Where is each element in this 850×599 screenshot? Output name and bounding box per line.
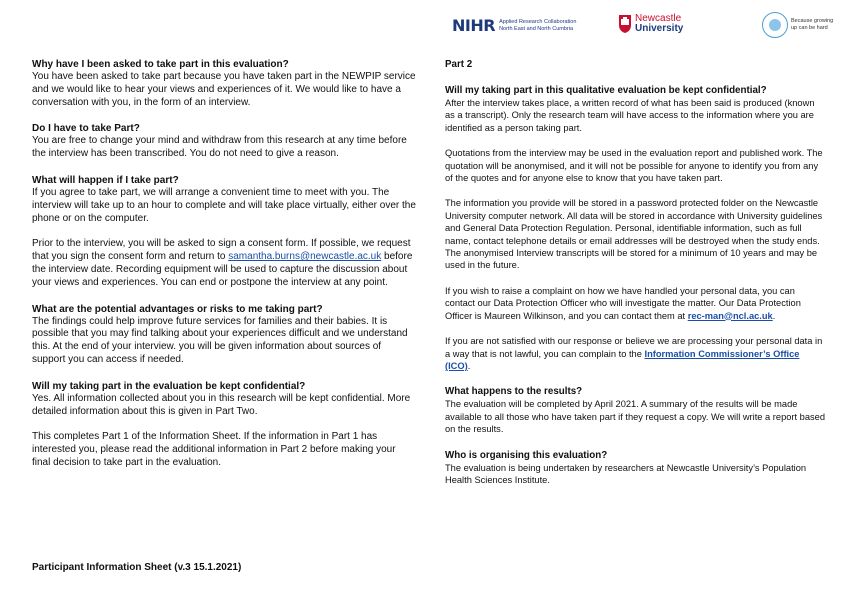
newcastle-university-logo: Newcastle University [618, 14, 683, 34]
section-text: Quotations from the interview may be used in the evaluation report and published work. The quotation will be anonymised, and it will not be possible for anyone to identify you from any of the quotes and for anyone else to know that you have taken part. [445, 148, 823, 184]
crest-icon [618, 14, 632, 34]
right-column [445, 58, 825, 486]
section-text: You have been asked to take part because you have taken part in the NEWPIP service and we would like to hear your views and experiences of it. We would like to have a conversation with you, in the form of an interview. [32, 71, 416, 108]
section-heading: Do I have to take Part? [32, 123, 140, 135]
part-label: Part 2 [445, 59, 473, 70]
section-heading: Who is organising this evaluation? [445, 449, 608, 461]
section-text: Prior to the interview, you will be asked to sign a consent form. If possible, we request that you sign the consent form and return to samantha.burns@newcastle.ac.uk before the interview date. Recording equipment will be used to capture the discussion about your views and experiences. You can end or postpone the interview at any point. [32, 238, 413, 288]
section-text: If you agree to take part, we will arrange a convenient time to meet with you. The interview will take up to an hour to complete and will take place virtually, either over the phone or on the computer. [32, 186, 416, 224]
section-text: The information you provide will be stored in a password protected folder on the Newcastle University computer network. All data will be stored in accordance with University guidelines and General Data Protection Regulation. Personal, identifiable information, such as full name, contact telephone details or email addresses will be destroyed when the study ends. The anonymised Interview transcripts will be stored for a minimum of 10 years and may be used in the future. [445, 198, 823, 271]
left-column [32, 58, 416, 470]
section-text: Yes. All information collected about you in this research will be kept confidential. More detailed information about this is given in Part Two. [32, 392, 411, 417]
nihr-subtitle: Applied Research Collaboration North East and North Cumbria [499, 18, 577, 32]
nihr-wordmark: NIHR [452, 16, 496, 35]
circle-logo-icon [762, 12, 788, 38]
section-text: You are free to change your mind and withdraw from this research at any time before the interview has been transcribed. You do not need to give a reason. [32, 135, 407, 160]
header-logos [452, 12, 842, 44]
section-text: If you wish to raise a complaint on how we have handled your personal data, you can contact our Data Protection Officer who will investigate the matter. Our Data Protection Officer is Maureen Wilkinson, and you can contact them at rec-man@ncl.ac.uk. [445, 285, 801, 321]
section-text: If you are not satisfied with our response or believe we are processing your personal data in a way that is not lawful, you can complain to the Information Commissioner’s Office (ICO). [445, 336, 823, 371]
section-text: The evaluation is being undertaken by researchers at Newcastle University’s Population Health Sciences Institute. [445, 462, 807, 485]
document-footer: Participant Information Sheet (v.3 15.1.2021) [32, 562, 242, 573]
section-text: This completes Part 1 of the Information Sheet. If the information in Part 1 has interested you, please read the additional information in Part 2 before making your final decision to take part in the evaluation. [32, 431, 396, 468]
nihr-logo [452, 16, 576, 35]
email-link[interactable]: rec-man@ncl.ac.uk [687, 310, 773, 321]
section-heading: Why have I been asked to take part in this evaluation? [32, 59, 289, 70]
section-text: After the interview takes place, a written record of what has been said is produced (known as a transcript). Only the research team will have access to the information where you are identified as a person taking part. [445, 98, 815, 133]
section-text: The findings could help improve future services for families and their babies. It is possible that you may find talking about your experiences difficult and we understand this. At the end of your interview. you will be given information about sources of support you can access if needed. [32, 315, 408, 365]
email-link[interactable]: samantha.burns@newcastle.ac.uk [228, 251, 382, 263]
section-text: The evaluation will be completed by April 2021. A summary of the results will be made available to all those who have taken part if they request a copy. We will write a report based on the results. [445, 399, 826, 435]
section-heading: Will my taking part in this qualitative evaluation be kept confidential? [445, 85, 767, 96]
section-heading: What will happen if I take part? [32, 174, 179, 186]
tangerine-logo: Because growing up can be hard [762, 12, 849, 38]
section-heading: Will my taking part in the evaluation be kept confidential? [32, 380, 306, 392]
section-heading: What happens to the results? [445, 386, 583, 398]
section-heading: What are the potential advantages or risks to me taking part? [32, 303, 323, 315]
ico-link[interactable]: Information Commissioner’s Office (ICO) [445, 348, 800, 371]
